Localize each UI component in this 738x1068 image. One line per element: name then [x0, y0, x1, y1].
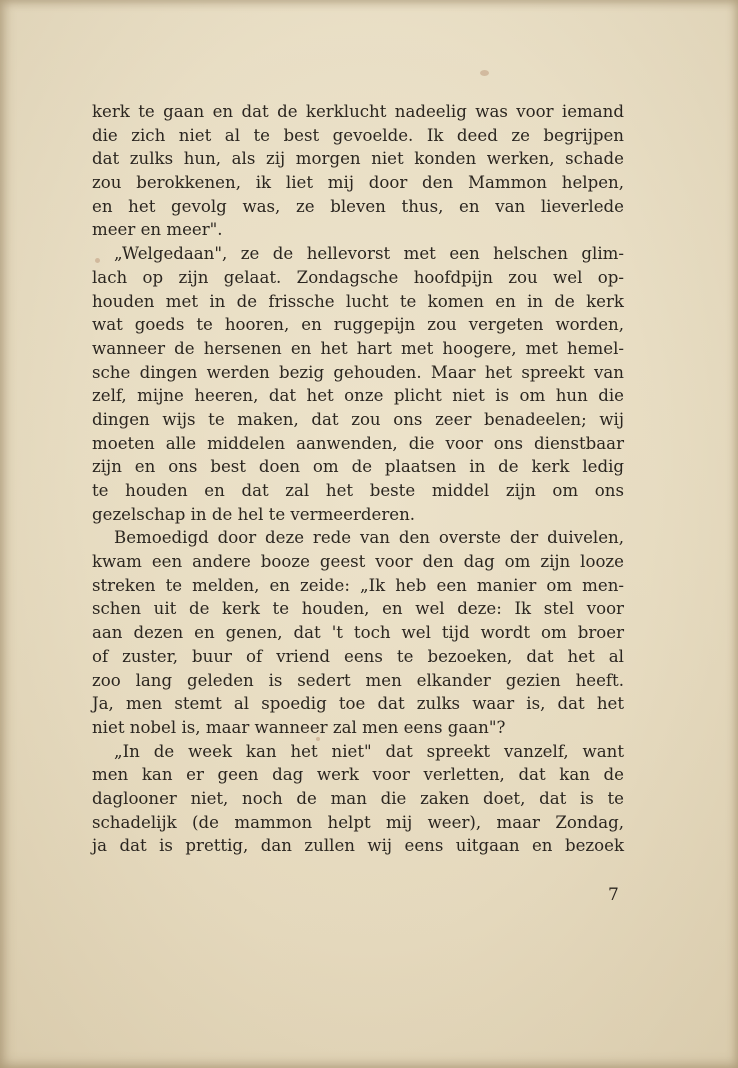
text-line: aan dezen en genen, dat 't toch wel tijd wordt om broer — [92, 623, 624, 643]
text-line: „Welgedaan", ze de hellevorst met een helschen glim- — [114, 244, 624, 264]
text-line: zelf, mijne heeren, dat het onze plicht niet is om hun die — [92, 386, 624, 406]
text-line: niet nobel is, maar wanneer zal men eens gaan"? — [92, 717, 506, 737]
paper-speck — [480, 70, 489, 76]
text-line: men kan er geen dag werk voor verletten, dat kan de — [92, 765, 624, 785]
text-line: meer en meer". — [92, 220, 223, 240]
page-body-text — [92, 100, 624, 858]
text-line: dat zulks hun, als zij morgen niet konden werken, schade — [92, 149, 624, 169]
text-line: schen uit de kerk te houden, en wel deze: Ik stel voor — [92, 599, 624, 619]
text-line: dingen wijs te maken, dat zou ons zeer benadeelen; wij — [92, 409, 624, 429]
text-line: Ja, men stemt al spoedig toe dat zulks waar is, dat het — [92, 694, 624, 714]
text-line: lach op zijn gelaat. Zondagsche hoofdpijn zou wel op- — [92, 267, 624, 287]
text-line: sche dingen werden bezig gehouden. Maar het spreekt van — [92, 362, 624, 382]
text-line: te houden en dat zal het beste middel zijn om ons — [92, 481, 624, 500]
text-line: Bemoedigd door deze rede van den overste der duivelen, — [114, 528, 624, 548]
text-line: zoo lang geleden is sedert men elkander gezien heeft. — [92, 670, 624, 690]
text-line: ja dat is prettig, dan zullen wij eens uitgaan en bezoek — [92, 836, 624, 856]
text-line: en het gevolg was, ze bleven thus, en van lieverlede — [92, 196, 624, 216]
text-line: gezelschap in de hel te vermeerderen. — [92, 504, 416, 524]
text-line: streken te melden, en zeide: „Ik heb een manier om men- — [92, 575, 624, 595]
text-line: „In de week kan het niet" dat spreekt vanzelf, want — [114, 741, 624, 761]
page-number: 7 — [608, 885, 619, 905]
text-line: daglooner niet, noch de man die zaken doet, dat is te — [92, 788, 624, 808]
text-line: moeten alle middelen aanwenden, die voor ons dienstbaar — [92, 433, 624, 453]
text-line: of zuster, buur of vriend eens te bezoeken, dat het al — [92, 646, 624, 666]
text-line: die zich niet al te best gevoelde. Ik deed ze begrijpen — [92, 125, 624, 145]
text-line: kerk te gaan en dat de kerklucht nadeelig was voor iemand — [92, 102, 624, 121]
text-line: kwam een andere booze geest voor den dag om zijn looze — [92, 552, 624, 572]
text-line: zou berokkenen, ik liet mij door den Mammon helpen, — [92, 173, 624, 193]
text-line: houden met in de frissche lucht te komen en in de kerk — [92, 291, 624, 311]
text-line: wat goeds te hooren, en ruggepijn zou vergeten worden, — [92, 315, 624, 335]
text-line: schadelijk (de mammon helpt mij weer), maar Zondag, — [92, 812, 624, 832]
text-line: zijn en ons best doen om de plaatsen in de kerk ledig — [92, 457, 624, 477]
text-line: wanneer de hersenen en het hart met hoogere, met hemel- — [92, 338, 624, 358]
